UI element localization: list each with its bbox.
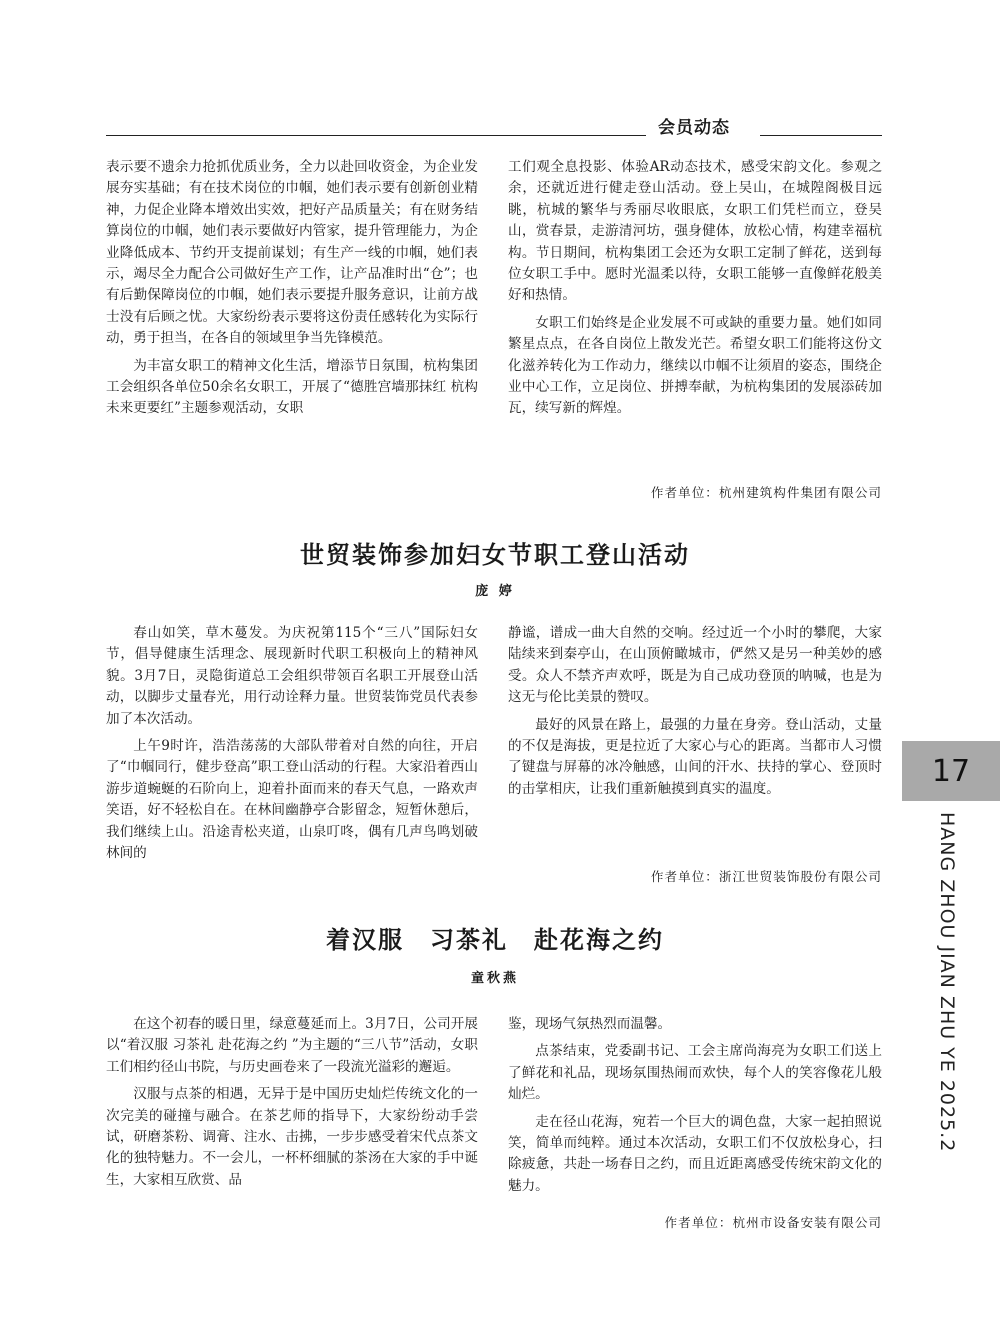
page-number: 17 <box>902 741 1000 801</box>
paragraph: 女职工们始终是企业发展不可或缺的重要力量。她们如同繁星点点，在各自岗位上散发光芒。希望女职工们能将这份文化滋养转化为工作动力，继续以巾帼不让须眉的姿态，围绕企业中心工作，立足岗位、拼搏奉献，为杭构集团的发展添砖加瓦，续写新的辉煌。 <box>508 314 882 417</box>
paragraph: 为丰富女职工的精神文化生活，增添节日氛围，杭构集团工会组织各单位50余名女职工，开展了“德胜宫墙那抹红 杭构未来更要红”主题参观活动，女职 <box>106 357 478 417</box>
article2-right-column <box>508 623 882 800</box>
article1-byline: 作者单位：杭州建筑构件集团有限公司 <box>650 485 882 500</box>
paragraph: 汉服与点茶的相遇，无异于是中国历史灿烂传统文化的一次完美的碰撞与融合。在茶艺师的指导下，大家纷纷动手尝试，研磨茶粉、调膏、注水、击拂，一步步感受着宋代点茶文化的独特魅力。不一会儿，一杯杯细腻的茶汤在大家的手中诞生，大家相互欣赏、品 <box>106 1086 478 1188</box>
paragraph: 表示要不遗余力抢抓优质业务，全力以赴回收资金，为企业发展夯实基础；有在技术岗位的巾帼，她们表示要有创新创业精神，力促企业降本增效出实效，把好产品质量关；有在财务结算岗位的巾帼，她们表示要做好内管家，提升管理能力，为企业降低成本、节约开支提前谋划；有生产一线的巾帼，她们表示，竭尽全力配合公司做好生产工作，让产品准时出“仓”；也有后勤保障岗位的巾帼，她们表示要提升服务意识，让前方战士没有后顾之忧。大家纷纷表示要将这份责任感转化为实际行动，勇于担当，在各自的领域里争当先锋模范。 <box>106 159 478 347</box>
paragraph: 静谧，谱成一曲大自然的交响。经过近一个小时的攀爬，大家陆续来到秦亭山，在山顶俯瞰城市，俨然又是另一种美妙的感受。众人不禁齐声欢呼，既是为自己成功登顶的呐喊，也是为这无与伦比美景的赞叹。 <box>508 625 882 706</box>
header-rule-right <box>760 135 882 136</box>
article3-title: 着汉服 习茶礼 赴花海之约 <box>326 926 664 954</box>
article2-title: 世贸装饰参加妇女节职工登山活动 <box>300 541 690 569</box>
paragraph: 春山如笑，草木蔓发。为庆祝第115个“三八”国际妇女节，倡导健康生活理念、展现新时代职工积极向上的精神风貌。3月7日，灵隐街道总工会组织带领百名职工开展登山活动，以脚步丈量春光，用行动诠释力量。世贸装饰党员代表参加了本次活动。 <box>106 625 478 727</box>
article1-left-column <box>106 157 478 420</box>
article3-left-column <box>106 1014 478 1191</box>
article2-left-column <box>106 623 478 864</box>
article3-author: 童秋燕 <box>470 971 519 986</box>
article1-right-column <box>508 157 882 420</box>
article3-right-column <box>508 1014 882 1197</box>
paragraph: 在这个初春的暖日里，绿意蔓延而上。3月7日，公司开展以“着汉服 习茶礼 赴花海之约 ”为主题的“三八节”活动，女职工们相约径山书院，与历史画卷来了一段流光溢彩的邂逅。 <box>106 1016 478 1075</box>
header-rule-left <box>106 135 646 136</box>
paragraph: 最好的风景在路上，最强的力量在身旁。登山活动，丈量的不仅是海拔，更是拉近了大家心与心的距离。当都市人习惯了键盘与屏幕的冰冷触感，山间的汗水、扶持的掌心、登顶时的击掌相庆，让我们重新触摸到真实的温度。 <box>508 716 882 797</box>
paragraph: 走在径山花海，宛若一个巨大的调色盘，大家一起拍照说笑，简单而纯粹。通过本次活动，女职工们不仅放松身心，扫除疲惫，共赴一场春日之约，而且近距离感受传统宋韵文化的魅力。 <box>508 1113 882 1194</box>
paragraph: 点茶结束，党委副书记、工会主席尚海亮为女职工们送上了鲜花和礼品，现场氛围热闹而欢快，每个人的笑容像花儿般灿烂。 <box>508 1043 882 1103</box>
paragraph: 鉴，现场气氛热烈而温馨。 <box>508 1016 672 1032</box>
paragraph: 工们观全息投影、体验AR动态技术，感受宋韵文化。参观之余，还就近进行健走登山活动。登上吴山，在城隍阁极目远眺，杭城的繁华与秀丽尽收眼底，女职工们凭栏而立，登吴山，赏春景，走游清河坊，强身健体，放松心情，构建幸福杭构。节日期间，杭构集团工会还为女职工定制了鲜花，送到每位女职工手中。愿时光温柔以待，女职工能够一直像鲜花般美好和热情。 <box>508 159 882 304</box>
article2-author: 庞 婷 <box>475 584 515 599</box>
journal-vertical-title: HANG ZHOU JIAN ZHU YE 2025.2 <box>936 812 958 1153</box>
paragraph: 上午9时许，浩浩荡荡的大部队带着对自然的向往，开启了“巾帼同行，健步登高”职工登山活动的行程。大家沿着西山游步道蜿蜒的石阶向上，迎着扑面而来的春天气息，一路欢声笑语，好不轻松自在。在林间幽静亭合影留念，短暂休憩后，我们继续上山。沿途青松夹道，山泉叮咚，偶有几声鸟鸣划破林间的 <box>106 738 478 862</box>
article2-byline: 作者单位：浙江世贸装饰股份有限公司 <box>650 869 882 884</box>
section-label: 会员动态 <box>658 118 730 138</box>
article3-byline: 作者单位：杭州市设备安装有限公司 <box>664 1215 882 1230</box>
